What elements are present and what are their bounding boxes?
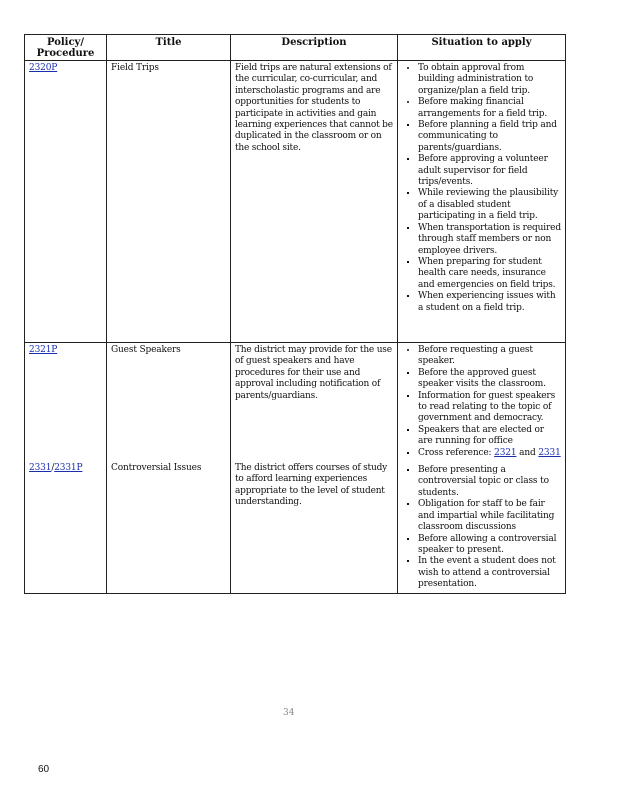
list-item-cross-reference	[418, 448, 561, 459]
policy-cell	[25, 343, 107, 594]
list-item: ▪ Before presenting a controversial topic or class to students.	[418, 465, 561, 499]
situation-list	[402, 368, 561, 459]
header-situation: Situation to apply	[398, 35, 566, 61]
policy-link-2321P[interactable]: 2321P	[29, 345, 58, 355]
policy-link-2320P[interactable]: 2320P	[29, 63, 58, 73]
list-item: ▪ Before the approved guest speaker visits the classroom.	[418, 368, 561, 391]
list-item: ▪ When experiencing issues with a student on a field trip.	[418, 291, 561, 314]
list-item: • To obtain approval from building administration to organize/plan a field trip.	[418, 63, 561, 97]
list-item: ▪ In the event a student does not wish to attend a controversial presentation.	[418, 556, 561, 590]
title-cell: Field Trips	[107, 61, 231, 343]
situation-cell	[398, 343, 566, 594]
title-cell	[107, 343, 231, 594]
title-controversial-issues: Controversial Issues	[111, 463, 202, 474]
situation-list	[402, 120, 561, 314]
policy-link-2331P[interactable]: 2331P	[54, 463, 83, 474]
description-controversial-issues: The district offers courses of study to afford learning experiences appropriate to the level of student understanding.	[235, 463, 388, 508]
situation-list	[402, 63, 561, 120]
header-policy: Policy/ Procedure	[25, 35, 107, 61]
description-cell: Field trips are natural extensions of the curricular, co-curricular, and interscholastic programs and are opportunities for students to participate in activities and gain learning experiences that cannot be duplicated in the classroom or on the school site.	[231, 61, 398, 343]
cross-reference-label: Cross reference:	[418, 447, 495, 458]
footer-number: 60	[38, 764, 50, 775]
list-item: ▪ Before approving a volunteer adult supervisor for field trips/events.	[418, 154, 561, 188]
situation-list	[402, 465, 561, 590]
policy-table	[24, 34, 566, 594]
list-item: • Before requesting a guest speaker.	[418, 345, 561, 368]
policy-cell	[25, 61, 107, 343]
list-item: ▪ Before planning a field trip and communicating to parents/guardians.	[418, 120, 561, 154]
list-item: ▪ While reviewing the plausibility of a disabled student participating in a field trip.	[418, 188, 561, 222]
situation-cell	[398, 61, 566, 343]
cross-reference-link-2331[interactable]: 2331	[538, 447, 561, 458]
policy-link-separator: /	[51, 463, 55, 474]
list-item: ▪ When preparing for student health care needs, insurance and emergencies on field trips.	[418, 257, 561, 291]
list-item: ▪ When transportation is required through staff members or non employee drivers.	[418, 223, 561, 257]
table-row	[25, 343, 566, 594]
header-title: Title	[107, 35, 231, 61]
list-item: ▪ Before allowing a controversial speaker to present.	[418, 534, 561, 557]
page-number: 34	[283, 708, 295, 718]
list-item: • Before making financial arrangements for a field trip.	[418, 97, 561, 120]
cross-reference-link-2321[interactable]: 2321	[494, 447, 517, 458]
cross-reference-and: and	[516, 447, 539, 458]
policy-link-2331[interactable]: 2331	[29, 463, 52, 474]
table-row	[25, 61, 566, 343]
list-item: ▪ Obligation for staff to be fair and impartial while facilitating classroom discussions	[418, 499, 561, 533]
list-item: ▪ Speakers that are elected or are running for office	[418, 425, 561, 448]
title-guest-speakers: Guest Speakers	[111, 345, 181, 355]
description-cell	[231, 343, 398, 594]
description-guest-speakers: The district may provide for the use of guest speakers and have procedures for their use and approval including notification of parents/guardians.	[235, 345, 392, 401]
situation-list	[402, 345, 561, 368]
table-header-row	[25, 35, 566, 61]
list-item: ▪ Information for guest speakers to read relating to the topic of government and democracy.	[418, 391, 561, 425]
header-description: Description	[231, 35, 398, 61]
